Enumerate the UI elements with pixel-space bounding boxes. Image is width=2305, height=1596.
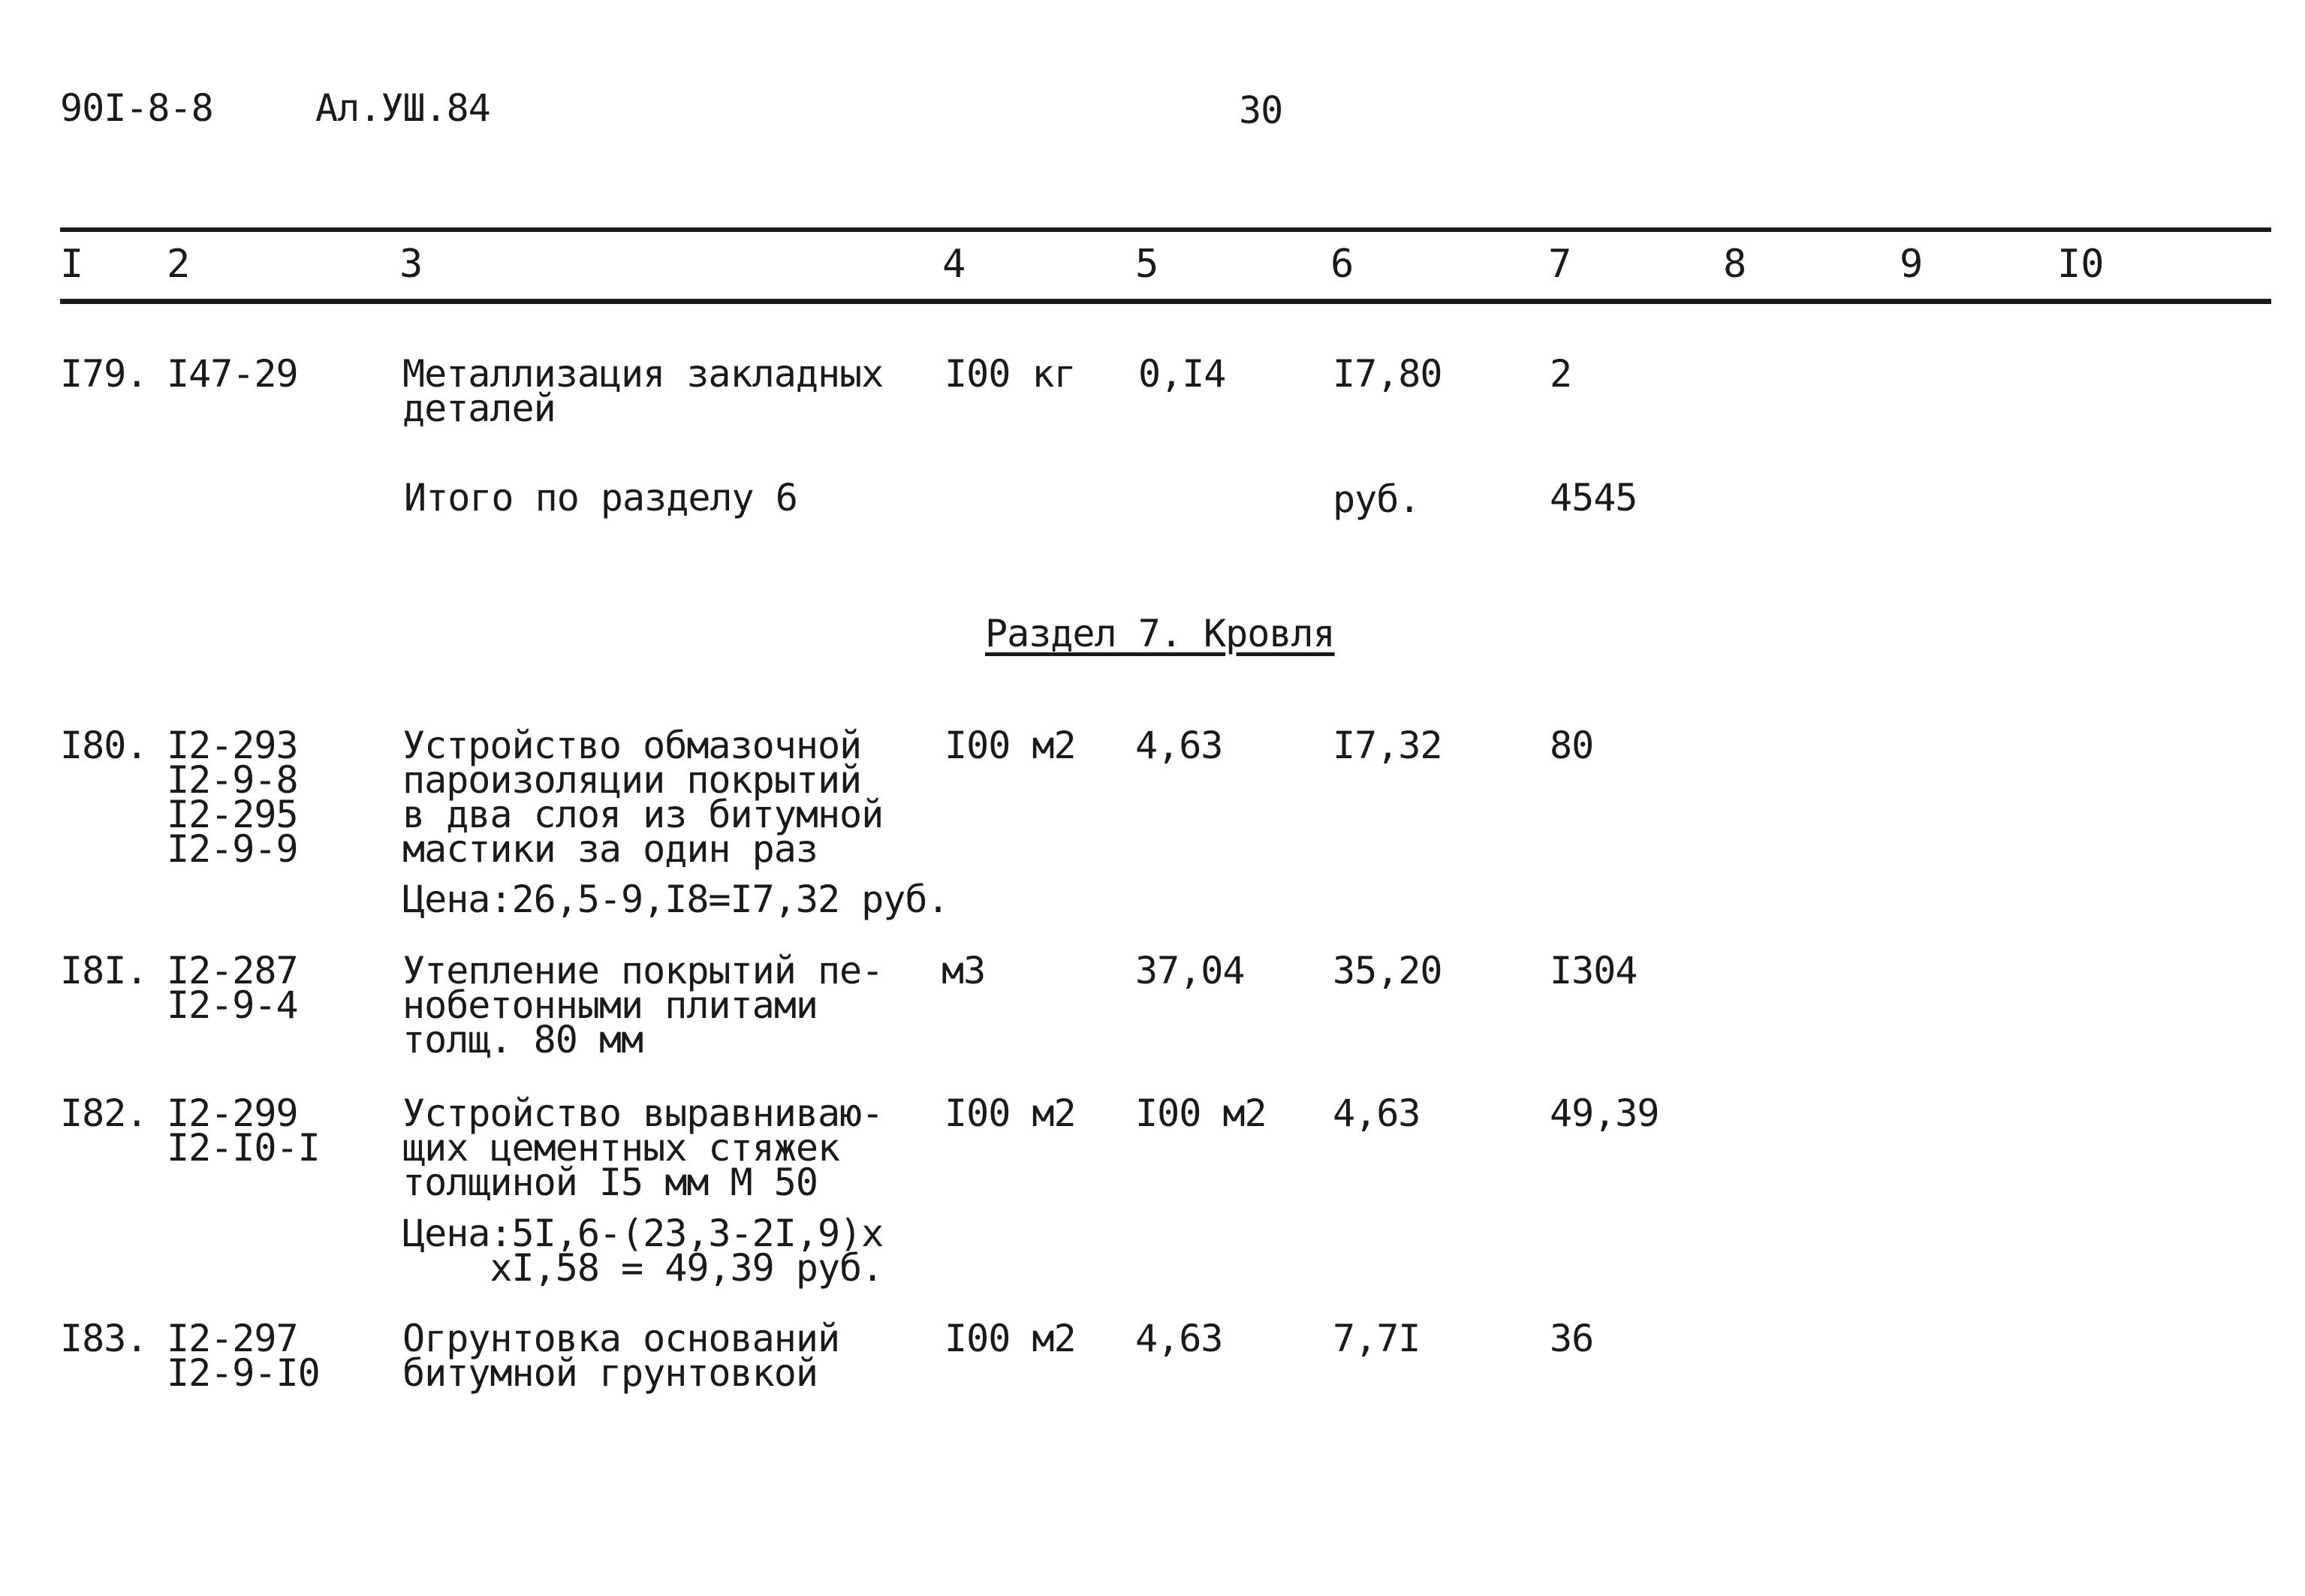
table-top-rule — [60, 227, 2271, 232]
row-name: Устройство обмазочной пароизоляции покрытий в два слоя из битумной мастики за один раз — [402, 724, 884, 871]
column-header-7: 7 — [1548, 242, 1572, 287]
row-price: I7,32 — [1333, 724, 1442, 767]
row-unit: I00 м2 — [945, 1317, 1076, 1360]
column-header-10: I0 — [2057, 242, 2105, 287]
row-code: I2-297 I2-9-I0 — [167, 1317, 320, 1395]
row-unit: м3 — [942, 949, 986, 992]
row-price-note: Цена:26,5-9,I8=I7,32 руб. — [402, 878, 949, 921]
row-name: Огрунтовка оснований битумной грунтовкой — [402, 1317, 840, 1395]
row-number: I8I. — [60, 949, 148, 992]
row-unit: I00 м2 — [945, 1092, 1076, 1135]
row-name: Металлизация закладных деталей — [402, 352, 884, 430]
row-unit: I00 кг — [945, 352, 1076, 396]
column-header-8: 8 — [1723, 242, 1747, 287]
row-code: I2-293 I2-9-8 I2-295 I2-9-9 — [167, 724, 298, 871]
subtotal-label: Итого по разделу 6 — [404, 476, 797, 519]
table-header-rule — [60, 299, 2271, 304]
column-header-9: 9 — [1900, 242, 1924, 287]
column-header-4: 4 — [942, 242, 966, 287]
row-price: I7,80 — [1333, 352, 1442, 396]
row-code: I2-299 I2-I0-I — [167, 1092, 320, 1170]
row-price: 35,20 — [1333, 949, 1442, 992]
row-name: Утепление покрытий пе- нобетонными плитами толщ. 80 мм — [402, 949, 884, 1061]
subtotal-unit: руб. — [1333, 477, 1421, 521]
page-number: 30 — [1239, 89, 1283, 132]
row-number: I80. — [60, 724, 148, 767]
column-header-2: 2 — [167, 242, 191, 287]
row-cost: 2 — [1550, 352, 1572, 396]
row-name: Устройство выравниваю- щих цементных стяжек толщиной I5 мм М 50 — [402, 1092, 884, 1204]
column-header-5: 5 — [1135, 242, 1159, 287]
subtotal-value: 4545 — [1550, 476, 1638, 519]
album-code: Ал.УШ.84 — [315, 86, 490, 130]
section-heading: Раздел 7. Кровля — [985, 612, 1335, 655]
row-number: I83. — [60, 1317, 148, 1360]
column-header-1: I — [60, 242, 84, 287]
row-quantity: 4,63 — [1135, 724, 1223, 767]
row-price: 4,63 — [1333, 1092, 1421, 1135]
row-quantity: 0,I4 — [1138, 352, 1226, 396]
row-quantity: 37,04 — [1135, 949, 1245, 992]
row-price: 7,7I — [1333, 1317, 1421, 1360]
row-code: I2-287 I2-9-4 — [167, 949, 298, 1027]
row-code: I47-29 — [167, 352, 298, 396]
row-cost: 80 — [1550, 724, 1594, 767]
row-price-note: Цена:5I,6-(23,3-2I,9)х хI,58 = 49,39 руб. — [402, 1212, 884, 1290]
row-unit: I00 м2 — [945, 724, 1076, 767]
row-cost: 49,39 — [1550, 1092, 1659, 1135]
row-cost: 36 — [1550, 1317, 1594, 1360]
doc-code: 90I-8-8 — [60, 86, 213, 130]
row-quantity: I00 м2 — [1135, 1092, 1267, 1135]
column-header-6: 6 — [1330, 242, 1354, 287]
column-header-3: 3 — [399, 242, 423, 287]
row-number: I79. — [60, 352, 148, 396]
row-number: I82. — [60, 1092, 148, 1135]
row-cost: I304 — [1550, 949, 1638, 992]
row-quantity: 4,63 — [1135, 1317, 1223, 1360]
